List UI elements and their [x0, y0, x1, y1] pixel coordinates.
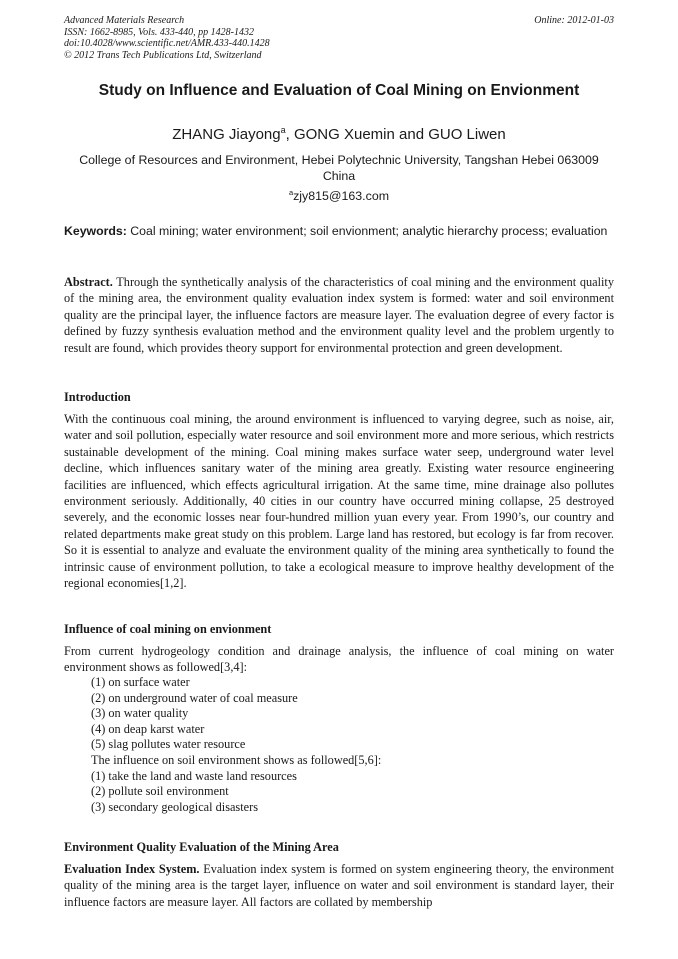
abstract-label: Abstract. [64, 275, 113, 289]
copyright-line: © 2012 Trans Tech Publications Ltd, Switzerland [64, 49, 262, 61]
water-influence-list [64, 675, 614, 753]
author-1: ZHANG Jiayong [172, 126, 281, 143]
list-item: (4) on deap karst water [91, 721, 205, 736]
keywords-label: Keywords: [64, 224, 127, 238]
list-item: (2) on underground water of coal measure [91, 690, 298, 705]
journal-name: Advanced Materials Research [64, 15, 185, 26]
list-item: (3) on water quality [91, 706, 189, 720]
influence-heading: Influence of coal mining on envionment [64, 622, 272, 636]
abstract [64, 274, 614, 356]
author-list [30, 126, 648, 143]
evaluation-heading: Environment Quality Evaluation of the Mining Area [64, 840, 339, 854]
author-email [64, 189, 614, 203]
keywords-text: Coal mining; water environment; soil envionment; analytic hierarchy process; evaluation [130, 224, 608, 238]
evaluation-sublabel: Evaluation Index System. [64, 862, 200, 876]
online-date: Online: 2012-01-03 [534, 15, 614, 26]
list-item: (3) secondary geological disasters [91, 799, 258, 814]
evaluation-index-paragraph [64, 861, 614, 910]
list-item: (1) take the land and waste land resources [91, 768, 297, 783]
soil-intro: The influence on soil environment shows as followed[5,6]: [91, 753, 382, 767]
introduction-heading: Introduction [64, 390, 131, 404]
abstract-text: Through the synthetically analysis of the characteristics of coal mining and the environment quality of the mining area, the environment quality evaluation index system is formed: water and soil environment quality are the principal layer, the influence factors are measure layer. The evaluation degree of every factor is defined by fuzzy synthesis evaluation method and the environment quality level and the problem urgently to result are found, which provides theory support for environmental protection and green development. [64, 275, 614, 355]
list-item: (2) pollute soil environment [91, 784, 229, 798]
email-address[interactable]: zjy815@163.com [293, 189, 390, 203]
keywords [64, 224, 614, 240]
affiliation: College of Resources and Environment, Hebei Polytechnic University, Tangshan Hebei 063009 China [79, 153, 599, 183]
influence-text: From current hydrogeology condition and drainage analysis, the influence of coal mining on water environment shows as followed[3,4]: [64, 644, 614, 675]
author-1-superscript: a [280, 125, 286, 135]
other-authors: , GONG Xuemin and GUO Liwen [285, 126, 506, 143]
email-superscript: a [288, 187, 294, 197]
doi-line: doi:10.4028/www.scientific.net/AMR.433-440.1428 [64, 38, 270, 50]
issn-line: ISSN: 1662-8985, Vols. 433-440, pp 1428-1432 [64, 26, 254, 38]
journal-header [64, 15, 270, 61]
introduction-text: With the continuous coal mining, the around environment is influenced to varying degree, such as noise, air, water and soil pollution, especially water resource and soil environment more and more serious, which restricts sustainable development of the mining. Coal mining makes surface water seep, underground water level decline, which influences sanitary water of the mining area greatly. Existing water resource engineering facilities are influenced, which effects agricultural irrigation. At the same time, mine drainage also pollutes environment seriously. Additionally, 40 cities in our country have occurred mining collapse, 25 destroyed severely, and the economic losses near four-hundred million yuan every year. From 1990’s, our country and related departments make great study on this problem. Large land has restored, but ecology is far from recover. So it is essential to analyze and evaluate the environment quality of the mining area synthetically to found the intrinsic cause of environment pollution, to take a ecological measure to improve healthy development of the regional economies[1,2]. [64, 412, 614, 591]
evaluation-text: Evaluation index system is formed on system engineering theory, the environment quality of the mining area is the target layer, influence on water and soil environment is standard layer, their influence factors are measure layer. All factors are collated by membership [64, 862, 614, 909]
soil-influence-list [64, 753, 614, 815]
list-item: (1) on surface water [91, 675, 190, 689]
list-item: (5) slag pollutes water resource [91, 737, 246, 751]
paper-title: Study on Influence and Evaluation of Coal Mining on Envionment [98, 82, 580, 99]
